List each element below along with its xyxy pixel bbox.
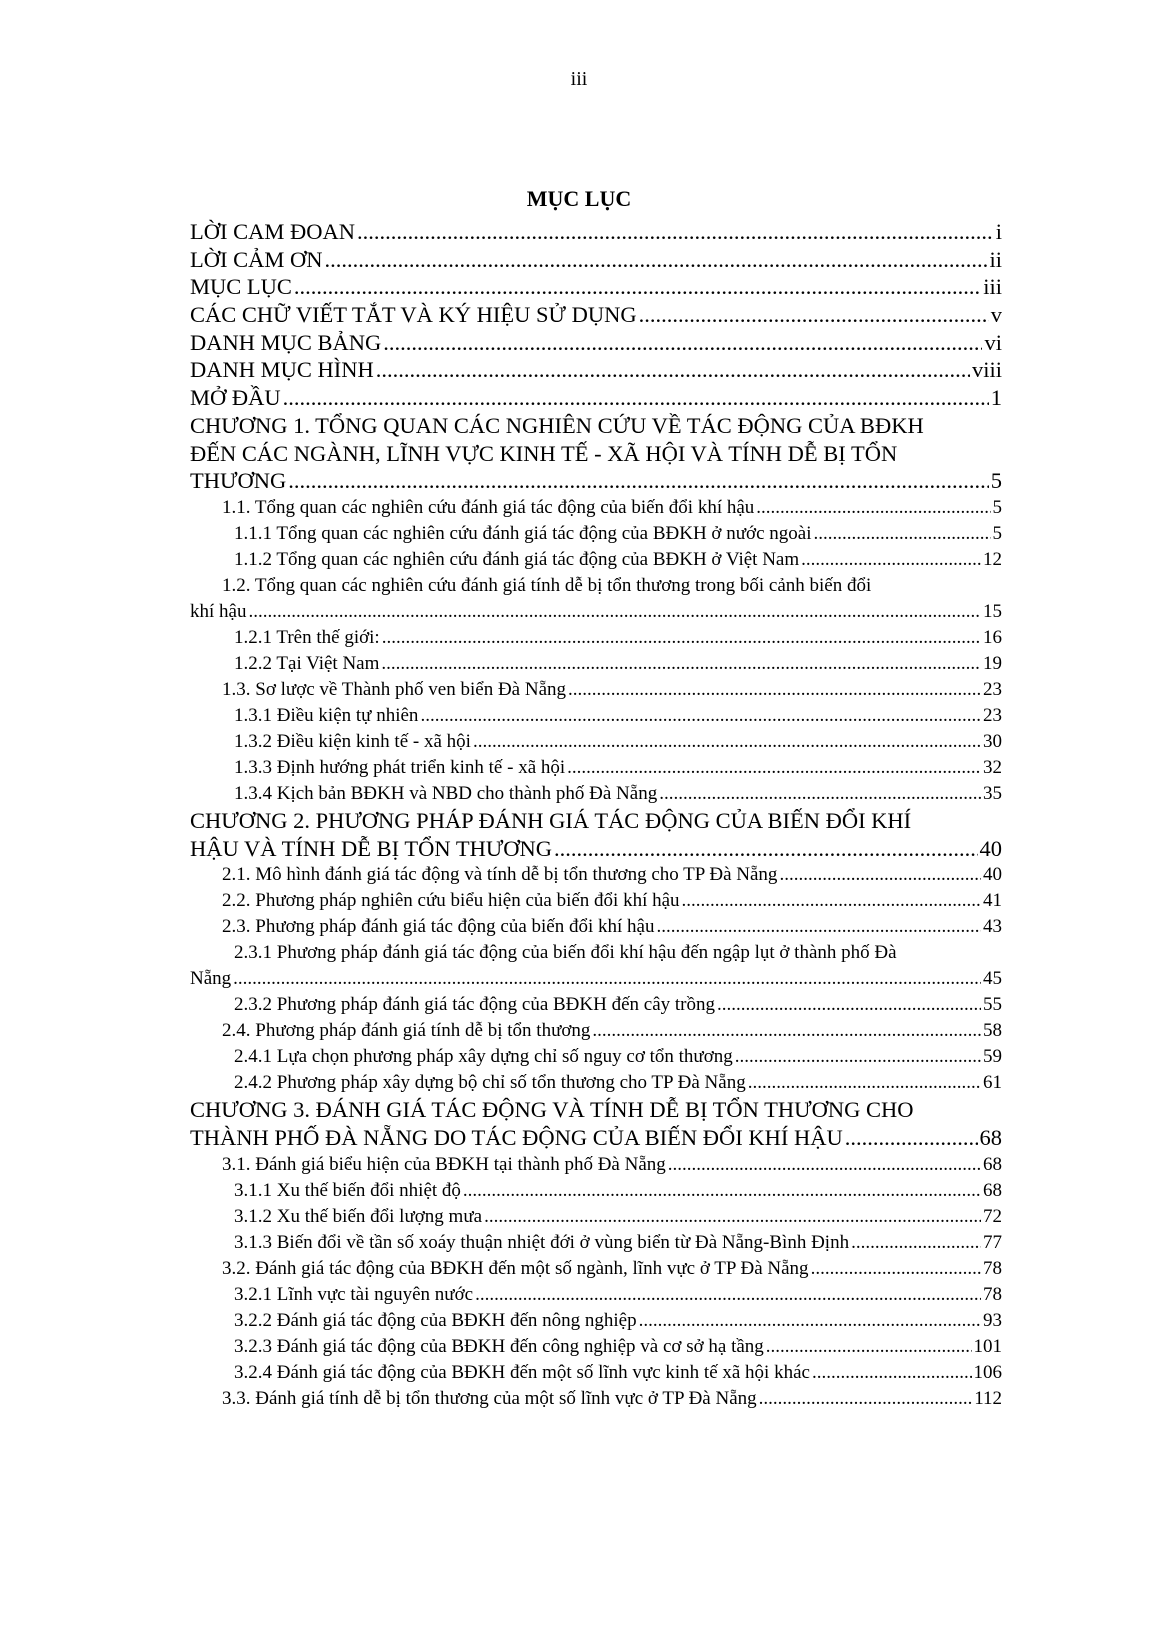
toc-entry-text: MỞ ĐẦU bbox=[190, 385, 281, 411]
toc-chapter-line: CHƯƠNG 2. PHƯƠNG PHÁP ĐÁNH GIÁ TÁC ĐỘNG CỦA BIẾN ĐỔI KHÍ bbox=[190, 807, 912, 833]
toc-entry[interactable] bbox=[190, 273, 1002, 301]
toc-entry-page: 68 bbox=[983, 1179, 1002, 1201]
toc-entry-page: 32 bbox=[983, 756, 1002, 778]
toc-entry[interactable] bbox=[190, 1282, 1002, 1308]
toc-entry-text: 2.1. Mô hình đánh giá tác động và tính dễ bị tổn thương cho TP Đà Nẵng bbox=[222, 864, 778, 886]
toc-entry-text: 2.3. Phương pháp đánh giá tác động của biến đổi khí hậu bbox=[222, 916, 655, 938]
toc-entry-text: 3.1. Đánh giá biểu hiện của BĐKH tại thành phố Đà Nẵng bbox=[222, 1153, 666, 1175]
toc-entry[interactable] bbox=[190, 1230, 1002, 1256]
toc-entry-page: viii bbox=[971, 357, 1002, 383]
toc-entry-text: 3.3. Đánh giá tính dễ bị tổn thương của một số lĩnh vực ở TP Đà Nẵng bbox=[222, 1387, 757, 1409]
toc-entry-text: 1.3. Sơ lược về Thành phố ven biển Đà Nẵng bbox=[222, 678, 567, 700]
toc-entry-page: 43 bbox=[983, 916, 1002, 938]
toc-entry-text: DANH MỤC BẢNG bbox=[190, 329, 382, 355]
toc-entry[interactable] bbox=[190, 1152, 1002, 1178]
toc-chapter-line: CHƯƠNG 3. ĐÁNH GIÁ TÁC ĐỘNG VÀ TÍNH DỄ BỊ TỔN THƯƠNG CHO bbox=[190, 1097, 914, 1123]
toc-entry[interactable] bbox=[190, 1308, 1002, 1334]
toc-entry-page: 61 bbox=[983, 1072, 1002, 1094]
toc-entry-page: 59 bbox=[983, 1046, 1002, 1068]
toc-entry[interactable] bbox=[190, 495, 1002, 521]
toc-entry-text: THƯƠNG bbox=[190, 468, 287, 494]
toc-entry-page: ii bbox=[989, 246, 1002, 272]
toc-entry-page: 68 bbox=[979, 1124, 1002, 1150]
toc-entry-text: 3.2.2 Đánh giá tác động của BĐKH đến nông nghiệp bbox=[234, 1309, 637, 1331]
toc-entry[interactable] bbox=[190, 1386, 1002, 1412]
toc-entry-page: v bbox=[990, 302, 1002, 328]
toc-entry-page: 40 bbox=[979, 835, 1002, 861]
table-of-contents bbox=[190, 218, 1002, 1412]
toc-entry-page: 45 bbox=[983, 968, 1002, 990]
toc-entry-text: DANH MỤC HÌNH bbox=[190, 357, 374, 383]
toc-entry-page: 5 bbox=[992, 496, 1002, 518]
toc-entry-page: 5 bbox=[992, 522, 1002, 544]
toc-entry-text: 3.1.1 Xu thế biến đổi nhiệt độ bbox=[234, 1179, 461, 1201]
toc-entry-page: 12 bbox=[983, 548, 1002, 570]
toc-entry-page: 23 bbox=[983, 678, 1002, 700]
toc-entry[interactable] bbox=[190, 625, 1002, 651]
toc-entry-page: 106 bbox=[973, 1361, 1002, 1383]
toc-entry-text: LỜI CAM ĐOAN bbox=[190, 219, 355, 244]
toc-entry-page: vi bbox=[984, 329, 1002, 355]
toc-entry[interactable] bbox=[190, 862, 1002, 888]
toc-entry-line: 2.3.1 Phương pháp đánh giá tác động của biến đổi khí hậu đến ngập lụt ở thành phố Đà bbox=[234, 942, 897, 964]
toc-entry-page: 16 bbox=[983, 626, 1002, 648]
toc-entry[interactable] bbox=[190, 1204, 1002, 1230]
toc-entry[interactable] bbox=[190, 356, 1002, 384]
toc-entry-page: 19 bbox=[983, 652, 1002, 674]
toc-entry[interactable] bbox=[190, 384, 1002, 412]
toc-entry[interactable] bbox=[190, 301, 1002, 329]
toc-entry-page: i bbox=[995, 219, 1002, 244]
toc-entry-page: 41 bbox=[983, 890, 1002, 912]
toc-chapter-line: CHƯƠNG 1. TỔNG QUAN CÁC NGHIÊN CỨU VỀ TÁC ĐỘNG CỦA BĐKH bbox=[190, 412, 924, 438]
toc-entry-page: 78 bbox=[983, 1257, 1002, 1279]
toc-entry-page: 5 bbox=[990, 468, 1002, 494]
toc-entry[interactable] bbox=[190, 573, 1002, 625]
toc-entry-page: 40 bbox=[983, 864, 1002, 886]
toc-entry[interactable] bbox=[190, 755, 1002, 781]
toc-entry-page: 58 bbox=[983, 1020, 1002, 1042]
toc-entry-text: 1.2.1 Trên thế giới: bbox=[234, 626, 380, 648]
toc-entry[interactable] bbox=[190, 992, 1002, 1018]
toc-entry[interactable] bbox=[190, 940, 1002, 992]
toc-chapter-3[interactable] bbox=[190, 1096, 1002, 1151]
toc-entry-page: 55 bbox=[983, 994, 1002, 1016]
toc-entry[interactable] bbox=[190, 1070, 1002, 1096]
toc-entry-page: 72 bbox=[983, 1205, 1002, 1227]
toc-entry-text: 3.2.4 Đánh giá tác động của BĐKH đến một số lĩnh vực kinh tế xã hội khác bbox=[234, 1361, 810, 1383]
toc-entry-text: 1.1. Tổng quan các nghiên cứu đánh giá tác động của biến đổi khí hậu bbox=[222, 496, 755, 518]
toc-entry-text: 2.4.1 Lựa chọn phương pháp xây dựng chỉ số nguy cơ tổn thương bbox=[234, 1046, 733, 1068]
toc-entry-text: 3.1.2 Xu thế biến đổi lượng mưa bbox=[234, 1205, 483, 1227]
toc-entry-page: 23 bbox=[983, 704, 1002, 726]
toc-entry-text: 1.2.2 Tại Việt Nam bbox=[234, 652, 380, 674]
toc-entry-page: 1 bbox=[990, 385, 1002, 411]
toc-entry-page: 30 bbox=[983, 730, 1002, 752]
toc-entry-text: MỤC LỤC bbox=[190, 274, 292, 300]
toc-entry-text: 3.2. Đánh giá tác động của BĐKH đến một số ngành, lĩnh vực ở TP Đà Nẵng bbox=[222, 1257, 809, 1279]
toc-entry-page: 68 bbox=[983, 1153, 1002, 1175]
toc-entry-page: 93 bbox=[983, 1309, 1002, 1331]
toc-entry-text: 1.3.4 Kịch bản BĐKH và NBD cho thành phố Đà Nẵng bbox=[234, 782, 658, 804]
toc-entry-text: 1.1.1 Tổng quan các nghiên cứu đánh giá tác động của BĐKH ở nước ngoài bbox=[234, 522, 812, 544]
toc-entry[interactable] bbox=[190, 729, 1002, 755]
toc-chapter-2[interactable] bbox=[190, 807, 1002, 862]
toc-entry-text: 1.3.1 Điều kiện tự nhiên bbox=[234, 704, 419, 726]
toc-entry-page: 112 bbox=[974, 1387, 1002, 1409]
toc-entry-text: 2.4. Phương pháp đánh giá tính dễ bị tổn thương bbox=[222, 1020, 591, 1042]
toc-entry[interactable] bbox=[190, 329, 1002, 357]
toc-entry-page: iii bbox=[983, 274, 1002, 300]
toc-entry[interactable] bbox=[190, 547, 1002, 573]
toc-entry-text: CÁC CHỮ VIẾT TẮT VÀ KÝ HIỆU SỬ DỤNG bbox=[190, 302, 637, 328]
toc-entry[interactable] bbox=[190, 218, 1002, 246]
toc-entry-text: 3.1.3 Biến đổi về tần số xoáy thuận nhiệt đới ở vùng biển từ Đà Nẵng-Bình Định bbox=[234, 1231, 850, 1253]
toc-entry[interactable] bbox=[190, 1178, 1002, 1204]
toc-entry[interactable] bbox=[190, 1018, 1002, 1044]
toc-entry-text: Nẵng bbox=[190, 968, 232, 990]
toc-entry-line: 1.2. Tổng quan các nghiên cứu đánh giá tính dễ bị tổn thương trong bối cảnh biến đổi bbox=[222, 574, 872, 596]
toc-title: MỤC LỤC bbox=[526, 186, 632, 211]
toc-entry[interactable] bbox=[190, 521, 1002, 547]
toc-entry-page: 78 bbox=[983, 1283, 1002, 1305]
toc-entry[interactable] bbox=[190, 781, 1002, 807]
page-number: iii bbox=[570, 68, 588, 90]
toc-entry[interactable] bbox=[190, 1334, 1002, 1360]
toc-entry[interactable] bbox=[190, 1360, 1002, 1386]
toc-entry-page: 15 bbox=[983, 600, 1002, 622]
toc-entry[interactable] bbox=[190, 1044, 1002, 1070]
toc-entry-text: 3.2.3 Đánh giá tác động của BĐKH đến công nghiệp và cơ sở hạ tầng bbox=[234, 1335, 764, 1357]
toc-entry-text: LỜI CẢM ƠN bbox=[190, 246, 323, 272]
toc-chapter-1[interactable] bbox=[190, 412, 1002, 495]
toc-entry-page: 77 bbox=[983, 1231, 1002, 1253]
toc-entry-text: 3.2.1 Lĩnh vực tài nguyên nước bbox=[234, 1283, 474, 1305]
toc-entry[interactable] bbox=[190, 677, 1002, 703]
toc-entry-text: khí hậu bbox=[190, 600, 247, 622]
toc-entry-page: 35 bbox=[983, 782, 1002, 804]
toc-entry[interactable] bbox=[190, 914, 1002, 940]
toc-chapter-line: ĐẾN CÁC NGÀNH, LĨNH VỰC KINH TẾ - XÃ HỘI VÀ TÍNH DỄ BỊ TỔN bbox=[190, 440, 898, 466]
toc-entry[interactable] bbox=[190, 888, 1002, 914]
toc-entry[interactable] bbox=[190, 703, 1002, 729]
toc-entry-text: 2.2. Phương pháp nghiên cứu biểu hiện của biến đổi khí hậu bbox=[222, 890, 680, 912]
toc-entry-text: THÀNH PHỐ ĐÀ NẴNG DO TÁC ĐỘNG CỦA BIẾN ĐỔI KHÍ HẬU bbox=[190, 1124, 843, 1150]
toc-entry-text: 2.3.2 Phương pháp đánh giá tác động của BĐKH đến cây trồng bbox=[234, 994, 715, 1016]
toc-entry[interactable] bbox=[190, 1256, 1002, 1282]
toc-entry[interactable] bbox=[190, 246, 1002, 274]
toc-entry-text: 1.1.2 Tổng quan các nghiên cứu đánh giá tác động của BĐKH ở Việt Nam bbox=[234, 548, 800, 570]
toc-entry-text: HẬU VÀ TÍNH DỄ BỊ TỔN THƯƠNG bbox=[190, 835, 553, 861]
toc-entry-text: 1.3.3 Định hướng phát triển kinh tế - xã hội bbox=[234, 756, 566, 778]
toc-entry-text: 2.4.2 Phương pháp xây dựng bộ chỉ số tổn thương cho TP Đà Nẵng bbox=[234, 1072, 746, 1094]
toc-entry[interactable] bbox=[190, 651, 1002, 677]
toc-entry-page: 101 bbox=[973, 1335, 1002, 1357]
toc-entry-text: 1.3.2 Điều kiện kinh tế - xã hội bbox=[234, 730, 471, 752]
